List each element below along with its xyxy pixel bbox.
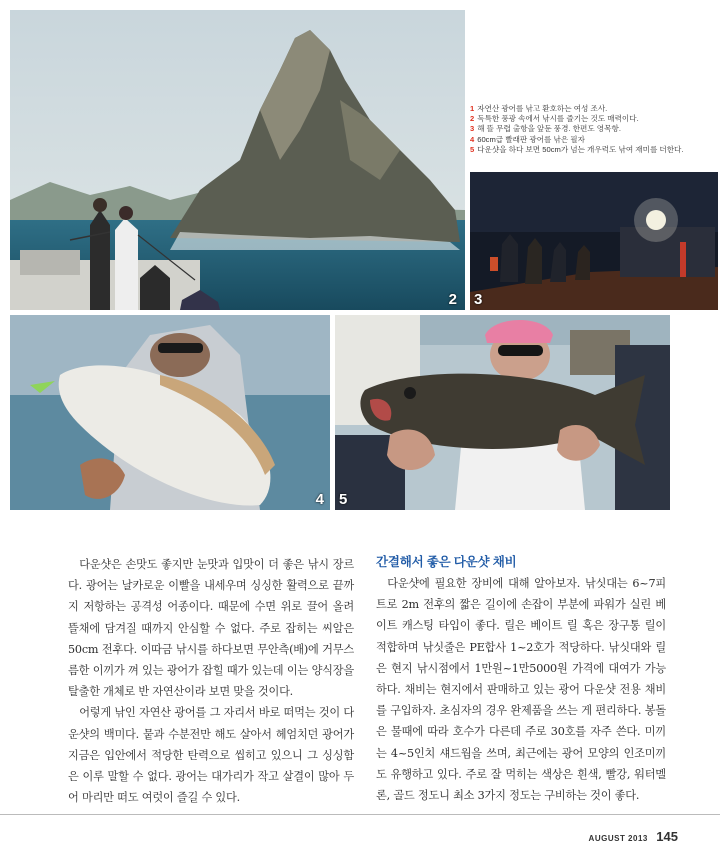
section-heading: 간결해서 좋은 다운샷 채비 xyxy=(376,555,517,569)
caption-item: 1 자연산 광어를 낚고 환호하는 여성 조사. xyxy=(470,104,608,113)
photo-number: 4 xyxy=(315,491,324,508)
photo-rock-island xyxy=(10,10,465,310)
body-paragraph: 다운샷은 손맛도 좋지만 눈맛과 입맛이 더 좋은 낚시 장르다. 광어는 날카로운 이빨을 내세우며 싱싱한 활력으로 끝까지 저항하는 공격성 어종이다. 때문에 수면 위로 끌어 올려 뜰채에 담겨질 때까지 안심할 수 없다. 주로 잡히는 씨알은 50cm 전후다. 이따금 낚시를 하다보면 무안측(배)에 거무스름한 이끼가 껴 있는 광어가 잡힐 때가 있는데 이는 양식장을 탈출한 개체로 반 자연산이라 보면 맞을 것이다. xyxy=(68,558,354,699)
photo-number: 5 xyxy=(339,491,348,508)
page-footer xyxy=(589,828,678,846)
footer-divider xyxy=(0,814,720,815)
photo-number: 2 xyxy=(448,291,457,308)
body-paragraph: 다운샷에 필요한 장비에 대해 알아보자. 낚싯대는 6~7피트로 2m 전후의 짧은 길이에 손잡이 부분에 파워가 실린 베이트 캐스팅 타입이 좋다. 릴은 베이트 릴 혹은 장구통 릴이 적합하며 낚싯줄은 PE합사 1~2호가 적당하다. 낚싯대와 릴은 현지 낚시점에서 1만원~1만5000원 가격에 대여가 가능하다. 채비는 현지에서 판매하고 있는 광어 다운샷 전용 채비를 구입하자. 초심자의 경우 완제품을 쓰는 게 편리하다. 봉돌은 물때에 따라 호수가 다른데 주로 30호를 자주 쓴다. 미끼는 4~5인치 섀드웜을 쓰며, 최근에는 광어 모양의 인조미끼도 유행하고 있다. 주로 잘 먹히는 색상은 흰색, 빨강, 워터멜론, 골드 정도니 최소 3가지 정도는 구비하는 것이 좋다. xyxy=(376,577,666,803)
article-right-column xyxy=(376,554,666,806)
photo-captions xyxy=(470,104,718,155)
caption-item: 2 독특한 풍광 속에서 낚시를 즐기는 것도 매력이다. xyxy=(470,114,639,124)
caption-item: 5 다운샷을 하다 보면 50cm가 넘는 개우럭도 낚여 재미를 더한다. xyxy=(470,144,684,154)
caption-item: 3 해 뜰 무렵 출항을 앞둔 풍경. 한편도 영목항. xyxy=(470,124,621,134)
photo-night-harbor xyxy=(470,172,718,310)
photo-number: 3 xyxy=(474,291,483,308)
body-paragraph: 어렇게 낚인 자연산 광어를 그 자리서 바로 떠먹는 것이 다운샷의 백미다. 뭍과 수분전만 해도 살아서 헤엄치던 광어가 지금은 입안에서 적당한 탄력으로 씹히고 있으니 그 싱싱함은 이루 말할 수 없다. 광어는 대가리가 작고 살결이 많아 두어 마리만 떠도 여럿이 즐길 수 있다. xyxy=(68,706,354,805)
page-number: 145 xyxy=(656,829,678,844)
photo-rockfish-angler xyxy=(335,315,670,510)
article-left-column xyxy=(68,554,354,808)
issue-date: AUGUST 2013 xyxy=(588,834,648,843)
caption-item: 4 60cm급 빨래판 광어를 낚은 필자 xyxy=(470,134,585,144)
photo-flatfish-angler xyxy=(10,315,330,510)
